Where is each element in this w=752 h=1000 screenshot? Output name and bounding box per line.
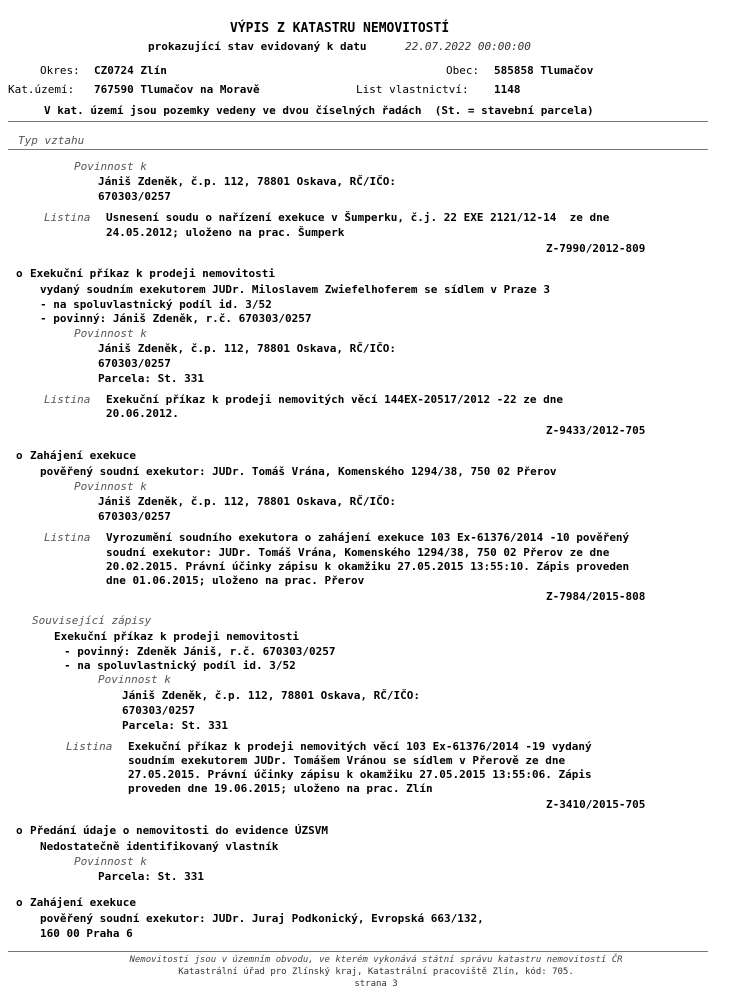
entry-desc: - na spoluvlastnický podíl id. 3/52: [40, 298, 272, 311]
person-line: Jániš Zdeněk, č.p. 112, 78801 Oskava, RČ/IČO:: [98, 495, 397, 508]
lv-label: List vlastnictví:: [356, 83, 469, 96]
entry-desc: Nedostatečně identifikovaný vlastník: [40, 840, 279, 853]
bullet-marker: o: [16, 896, 23, 909]
page-number: strana 3: [354, 979, 398, 989]
footer-line: Nemovitosti jsou v územním obvodu, ve kterém vykonává státní správu katastru nemovitostí ČR: [129, 955, 623, 965]
record-ref: Z-3410/2015-705: [546, 798, 646, 811]
okres-label: Okres:: [40, 64, 80, 77]
listina-text: 20.02.2015. Právní účinky zápisu k okamžiku 27.05.2015 13:55:10. Zápis proveden: [106, 560, 630, 573]
related-label: Související zápisy: [32, 614, 152, 627]
page-title: VÝPIS Z KATASTRU NEMOVITOSTÍ: [230, 21, 450, 36]
povinnost-label: Povinnost k: [98, 673, 171, 686]
povinnost-label: Povinnost k: [74, 480, 147, 493]
listina-label: Listina: [44, 211, 91, 224]
parcela-line: Parcela: St. 331: [98, 870, 204, 883]
listina-label: Listina: [66, 740, 113, 753]
bullet-marker: o: [16, 449, 23, 462]
listina-text: dne 01.06.2015; uloženo na prac. Přerov: [106, 574, 365, 587]
entry-title: Exekuční příkaz k prodeji nemovitosti: [54, 630, 300, 643]
lv-value: 1148: [494, 83, 521, 96]
listina-text: Exekuční příkaz k prodeji nemovitých věcí 144EX-20517/2012 -22 ze dne: [106, 393, 563, 406]
record-ref: Z-9433/2012-705: [546, 424, 646, 437]
person-line: Jániš Zdeněk, č.p. 112, 78801 Oskava, RČ/IČO:: [98, 175, 397, 188]
listina-label: Listina: [44, 393, 91, 406]
subtitle-date: 22.07.2022 00:00:00: [405, 40, 531, 53]
listina-text: 20.06.2012.: [106, 407, 179, 420]
footer-divider: [8, 951, 708, 952]
obec-label: Obec:: [446, 64, 480, 77]
footer-line: Katastrální úřad pro Zlínský kraj, Katastrální pracoviště Zlín, kód: 705.: [178, 967, 574, 977]
note-line: V kat. území jsou pozemky vedeny ve dvou číselných řadách (St. = stavební parcela): [44, 104, 594, 117]
entry-desc: - povinný: Zdeněk Jániš, r.č. 670303/0257: [64, 645, 336, 658]
person-line: Jániš Zdeněk, č.p. 112, 78801 Oskava, RČ/IČO:: [98, 342, 397, 355]
entry-title: Exekuční příkaz k prodeji nemovitosti: [30, 267, 276, 280]
povinnost-label: Povinnost k: [74, 160, 147, 173]
entry-desc: pověřený soudní exekutor: JUDr. Juraj Podkonický, Evropská 663/132,: [40, 912, 484, 925]
bullet-marker: o: [16, 824, 23, 837]
entry-desc: 160 00 Praha 6: [40, 927, 133, 940]
entry-title: Předání údaje o nemovitosti do evidence ÚZSVM: [30, 824, 329, 837]
parcela-line: Parcela: St. 331: [98, 372, 204, 385]
listina-text: 24.05.2012; uloženo na prac. Šumperk: [106, 226, 345, 239]
person-line: 670303/0257: [122, 704, 195, 717]
record-ref: Z-7990/2012-809: [546, 242, 646, 255]
person-line: 670303/0257: [98, 357, 171, 370]
katuzemi-label: Kat.území:: [8, 83, 75, 96]
entry-desc: pověřený soudní exekutor: JUDr. Tomáš Vrána, Komenského 1294/38, 750 02 Přerov: [40, 465, 557, 478]
listina-text: Usnesení soudu o nařízení exekuce v Šumperku, č.j. 22 EXE 2121/12-14 ze dne: [106, 211, 610, 224]
povinnost-label: Povinnost k: [74, 855, 147, 868]
okres-value: CZ0724 Zlín: [94, 64, 167, 77]
listina-text: proveden dne 19.06.2015; uloženo na prac. Zlín: [128, 782, 433, 795]
povinnost-label: Povinnost k: [74, 327, 147, 340]
listina-label: Listina: [44, 531, 91, 544]
parcela-line: Parcela: St. 331: [122, 719, 228, 732]
entry-desc: - na spoluvlastnický podíl id. 3/52: [64, 659, 296, 672]
section-divider: [8, 149, 708, 150]
person-line: 670303/0257: [98, 510, 171, 523]
person-line: Jániš Zdeněk, č.p. 112, 78801 Oskava, RČ/IČO:: [122, 689, 421, 702]
obec-value: 585858 Tlumačov: [494, 64, 594, 77]
bullet-marker: o: [16, 267, 23, 280]
entry-title: Zahájení exekuce: [30, 449, 136, 462]
listina-text: soudní exekutor: JUDr. Tomáš Vrána, Komenského 1294/38, 750 02 Přerov ze dne: [106, 546, 610, 559]
entry-desc: - povinný: Jániš Zdeněk, r.č. 670303/0257: [40, 312, 312, 325]
section-label: Typ vztahu: [18, 134, 85, 147]
entry-title: Zahájení exekuce: [30, 896, 136, 909]
header-divider: [8, 121, 708, 122]
listina-text: 27.05.2015. Právní účinky zápisu k okamžiku 27.05.2015 13:55:06. Zápis: [128, 768, 592, 781]
listina-text: Vyrozumění soudního exekutora o zahájení exekuce 103 Ex-61376/2014 -10 pověřený: [106, 531, 630, 544]
person-line: 670303/0257: [98, 190, 171, 203]
entry-desc: vydaný soudním exekutorem JUDr. Miloslavem Zwiefelhoferem se sídlem v Praze 3: [40, 283, 550, 296]
listina-text: Exekuční příkaz k prodeji nemovitých věcí 103 Ex-61376/2014 -19 vydaný: [128, 740, 592, 753]
subtitle-label: prokazující stav evidovaný k datu: [148, 40, 367, 53]
listina-text: soudním exekutorem JUDr. Tomášem Vránou se sídlem v Přerově ze dne: [128, 754, 566, 767]
katuzemi-value: 767590 Tlumačov na Moravě: [94, 83, 260, 96]
record-ref: Z-7984/2015-808: [546, 590, 646, 603]
